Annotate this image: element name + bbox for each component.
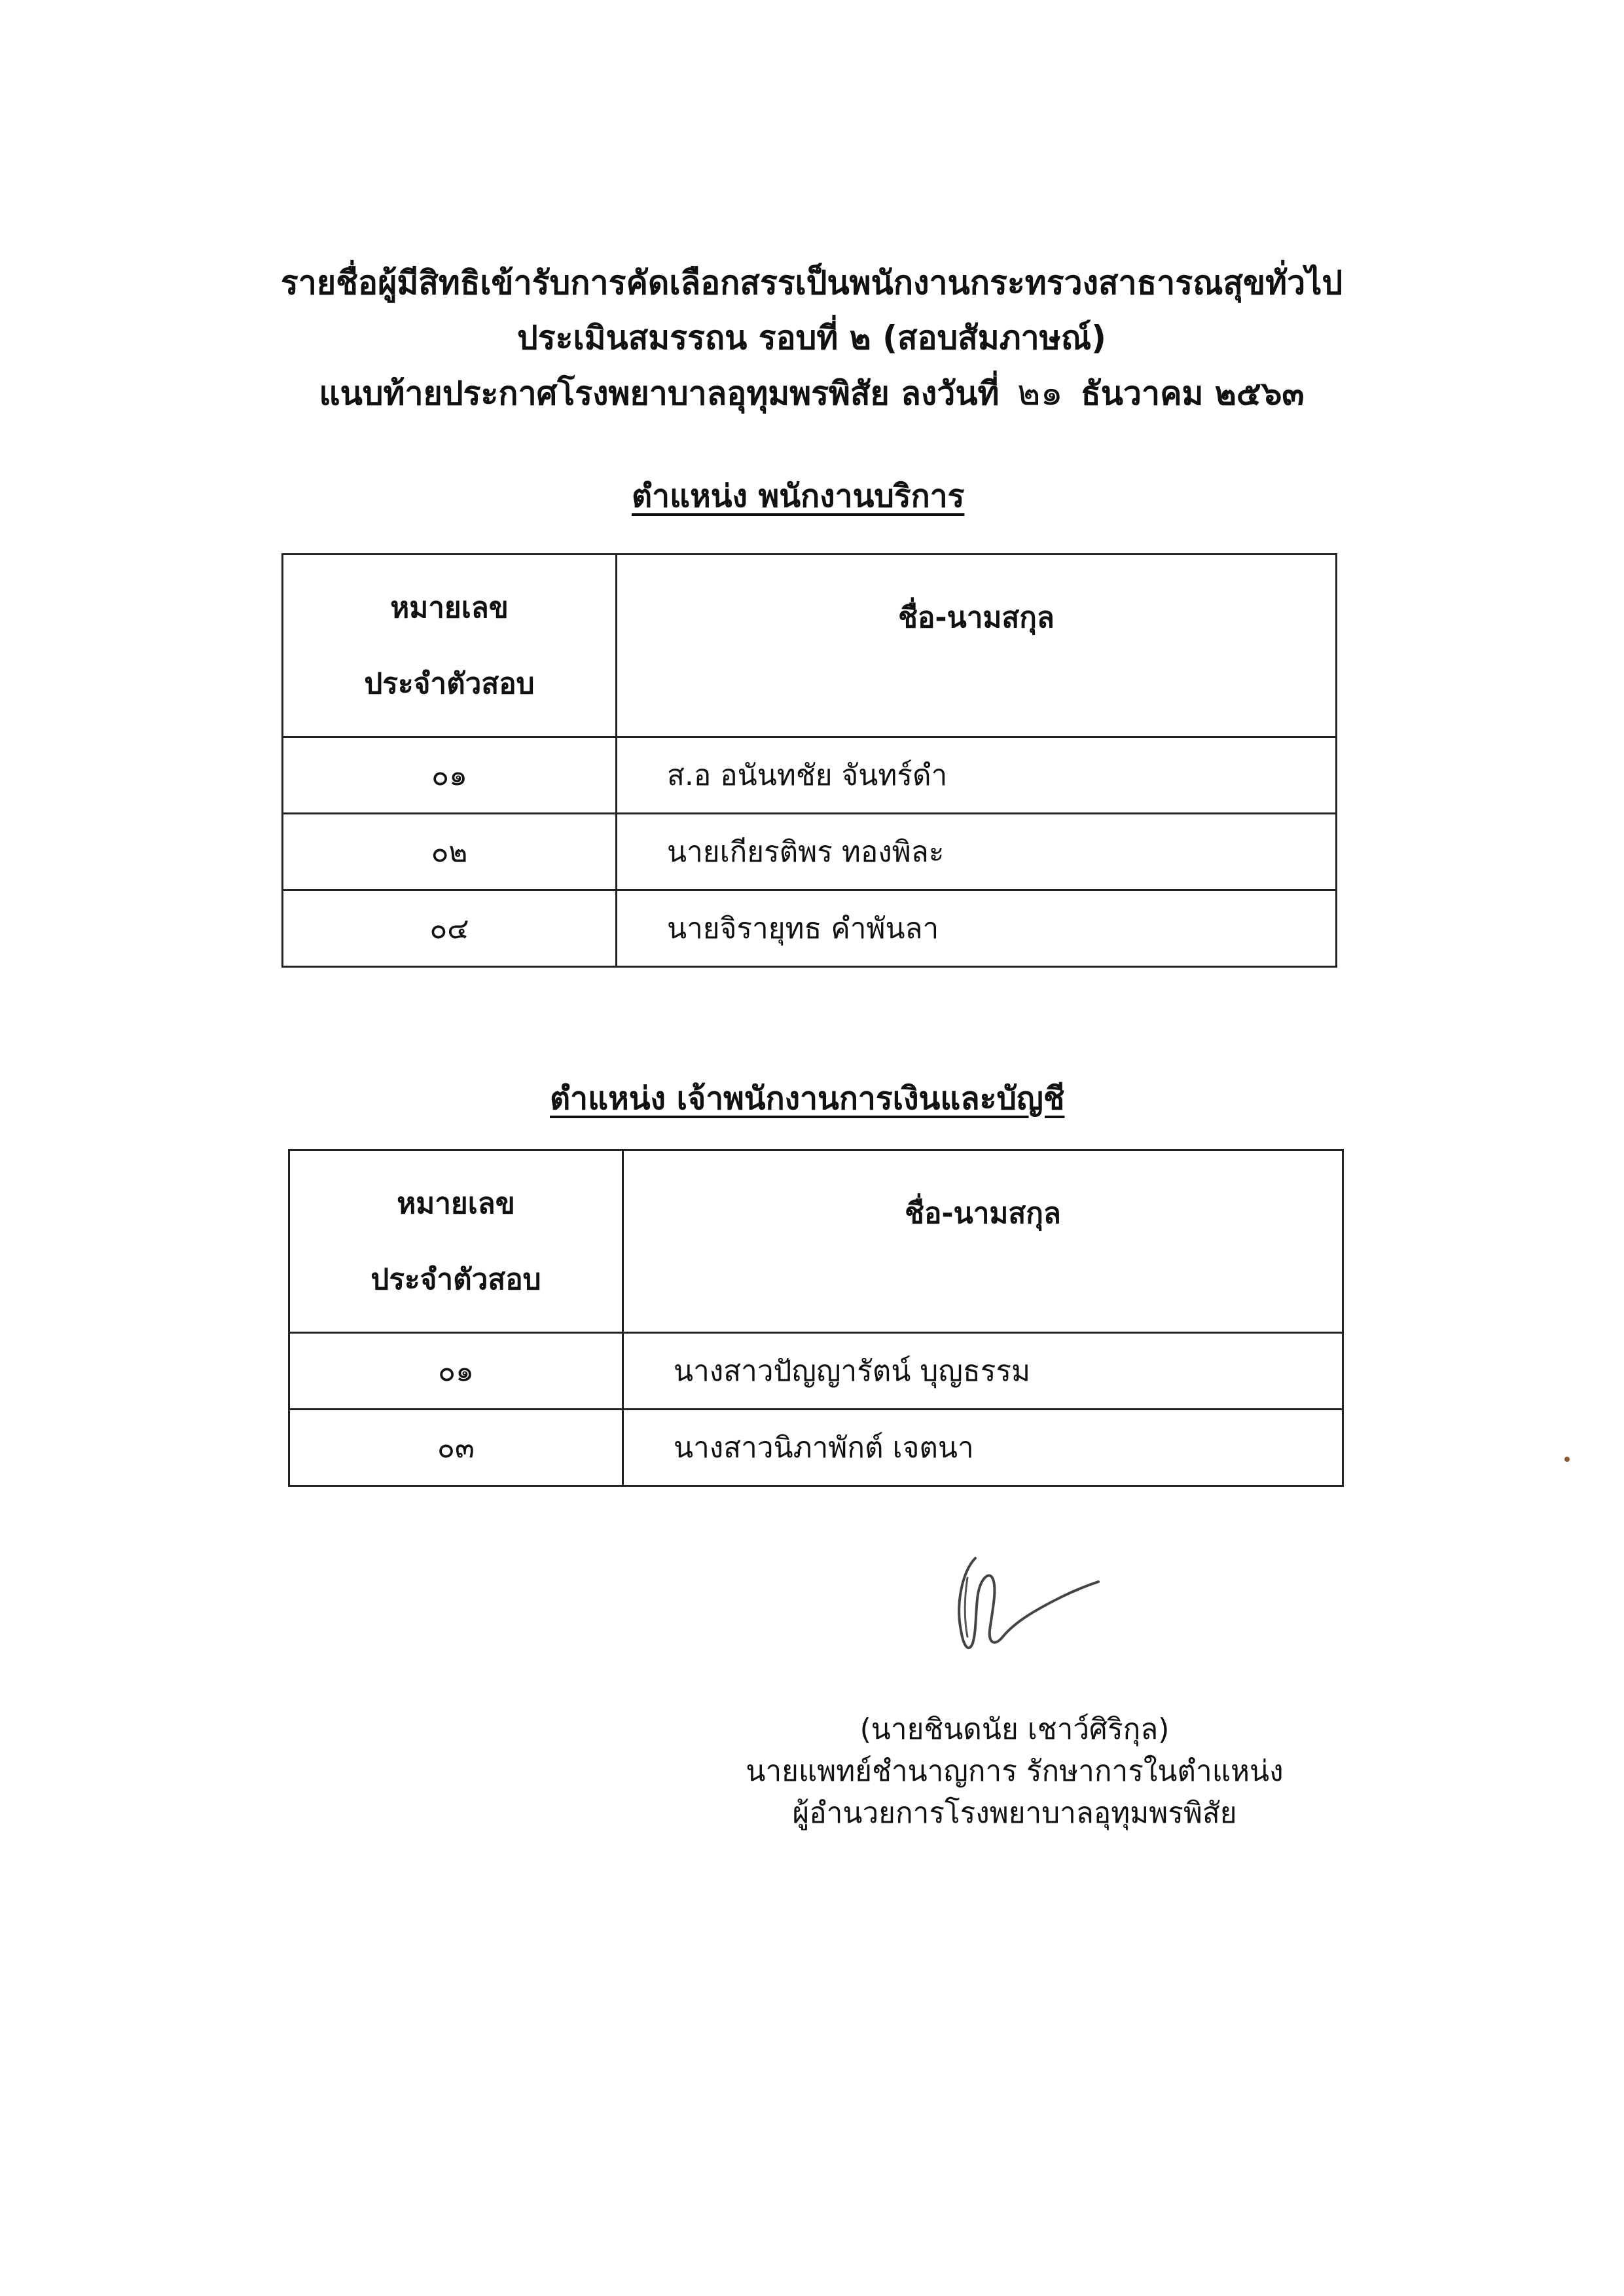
signer-block	[720, 1709, 1309, 1834]
announcement-prefix: แนบท้ายประกาศโรงพยาบาลอุทุมพรพิสัย ลงวันที่	[319, 374, 1000, 412]
candidate-name-cell: นางสาวปัญญารัตน์ บุญธรรม	[623, 1333, 1343, 1410]
table-header-row	[283, 555, 1337, 737]
title-block	[196, 255, 1427, 421]
signer-position-line1: นายแพทย์ชำนาญการ รักษาการในตำแหน่ง	[746, 1755, 1284, 1788]
table-row	[283, 737, 1337, 814]
table-header-row	[289, 1150, 1343, 1333]
exam-number-header-line2: ประจำตัวสอบ	[370, 1263, 541, 1296]
title-line-1: รายชื่อผู้มีสิทธิเข้ารับการคัดเลือกสรรเป็นพนักงานกระทรวงสาธารณสุขทั่วไป	[280, 264, 1343, 302]
finance-officer-table	[288, 1149, 1344, 1487]
signer-position-line2: ผู้อำนวยการโรงพยาบาลอุทุมพรพิสัย	[792, 1796, 1237, 1830]
paper-speck	[1564, 1457, 1570, 1462]
exam-number-cell: ๐๑	[289, 1333, 623, 1410]
exam-number-cell: ๐๑	[283, 737, 617, 814]
section-heading-service-staff: ตำแหน่ง พนักงานบริการ	[632, 478, 965, 515]
exam-number-header	[283, 555, 617, 737]
name-header: ชื่อ-นามสกุล	[617, 555, 1337, 737]
exam-number-header-line2: ประจำตัวสอบ	[364, 667, 535, 701]
handwritten-signature	[929, 1532, 1126, 1702]
announcement-day: ๒๑	[1017, 372, 1063, 413]
table-row	[283, 890, 1337, 967]
exam-number-header	[289, 1150, 623, 1333]
exam-number-header-line1: หมายเลข	[390, 591, 509, 625]
table-row	[289, 1333, 1343, 1410]
announcement-line	[196, 365, 1427, 421]
service-staff-table	[281, 553, 1337, 968]
exam-number-cell: ๐๒	[283, 814, 617, 890]
announcement-month-year: ธันวาคม ๒๕๖๓	[1081, 374, 1305, 412]
name-header: ชื่อ-นามสกุล	[623, 1150, 1343, 1333]
exam-number-cell: ๐๓	[289, 1410, 623, 1486]
candidate-name-cell: ส.อ อนันทชัย จันทร์ดำ	[617, 737, 1337, 814]
table-row	[289, 1410, 1343, 1486]
exam-number-cell: ๐๔	[283, 890, 617, 967]
table-row	[283, 814, 1337, 890]
signer-name: (นายชินดนัย เชาว์ศิริกุล)	[859, 1713, 1170, 1746]
exam-number-header-line1: หมายเลข	[397, 1187, 515, 1220]
section-heading-finance-officer: ตำแหน่ง เจ้าพนักงานการเงินและบัญชี	[550, 1080, 1065, 1117]
title-line-2: ประเมินสมรรถน รอบที่ ๒ (สอบสัมภาษณ์)	[517, 319, 1106, 357]
candidate-name-cell: นางสาวนิภาพักต์ เจตนา	[623, 1410, 1343, 1486]
candidate-name-cell: นายเกียรติพร ทองพิละ	[617, 814, 1337, 890]
candidate-name-cell: นายจิรายุทธ คำพันลา	[617, 890, 1337, 967]
